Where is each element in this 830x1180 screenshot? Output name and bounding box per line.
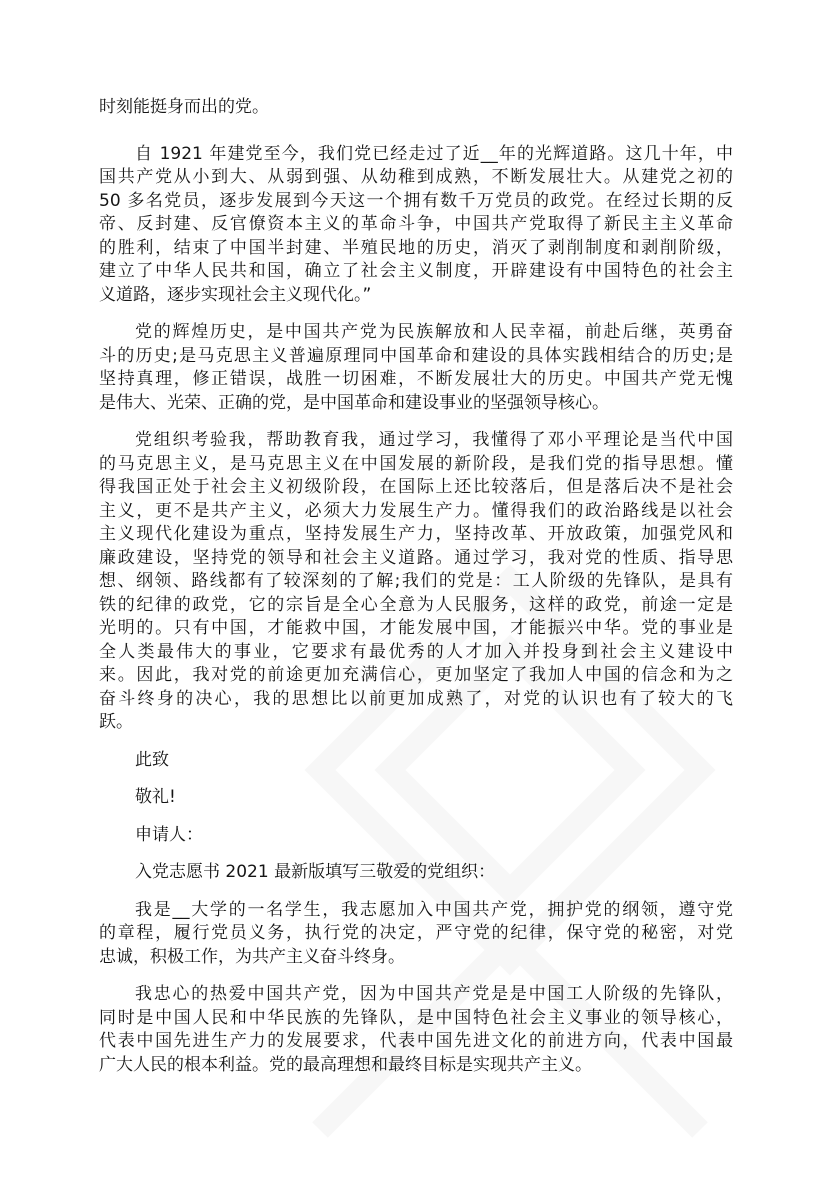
text-line: 奋斗终身的决心，我的思想比以前更加成熟了，对党的认识也有了较大的飞 xyxy=(99,688,733,709)
paragraph xyxy=(99,749,733,773)
text-line: 我是__大学的一名学生，我志愿加入中国共产党，拥护党的纲领，遵守党 xyxy=(135,899,733,920)
paragraph xyxy=(99,983,733,1077)
text-line: 我忠心的热爱中国共产党，因为中国共产党是是中国工人阶级的先锋队， xyxy=(135,984,733,1004)
text-line: 50 多名党员，逐步发展到今天这一个拥有数千万党员的政党。在经过长期的反 xyxy=(99,190,733,211)
text-line: 廉政建设，坚持党的领导和社会主义道路。通过学习，我对党的性质、指导思 xyxy=(99,547,733,568)
text-line: 党组织考验我，帮助教育我，通过学习，我懂得了邓小平理论是当代中国 xyxy=(135,430,733,450)
text-line: 来。因此，我对党的前途更加充满信心，更加坚定了我加人中国的信念和为之 xyxy=(99,665,733,685)
text-line: 时刻能挺身而出的党。 xyxy=(99,97,269,117)
text-line: 建立了中华人民共和国，确立了社会主义制度，开辟建设有中国特色的社会主 xyxy=(99,261,733,281)
paragraph xyxy=(99,429,733,735)
text-line: 申请人： xyxy=(135,824,203,845)
text-line: 得我国正处于社会主义初级阶段，在国际上还比较落后，但是落后决不是社会 xyxy=(99,477,733,497)
text-line: 自 1921 年建党至今，我们党已经走过了近__年的光辉道路。这几十年，中 xyxy=(135,143,733,164)
text-line: 的章程，履行党员义务，执行党的决定，严守党的纪律，保守党的秘密，对党 xyxy=(99,923,733,943)
text-line: 全人类最伟大的事业，它要求有最优秀的人才加入并投身到社会主义建设中 xyxy=(99,641,733,662)
paragraph xyxy=(99,143,733,308)
text-line: 此致 xyxy=(135,749,169,770)
text-line: 斗的历史;是马克思主义普遍原理同中国革命和建设的具体实践相结合的历史;是 xyxy=(99,345,733,366)
paragraph xyxy=(99,96,733,120)
paragraph xyxy=(99,786,733,810)
text-line: 主义现代化建设为重点，坚持发展生产力，坚持改革、开放政策，加强党风和 xyxy=(99,524,733,544)
text-line: 同时是中国人民和中华民族的先锋队，是中国特色社会主义事业的领导核心， xyxy=(99,1007,733,1028)
paragraph xyxy=(99,861,733,885)
text-line: 帝、反封建、反官僚资本主义的革命斗争，中国共产党取得了新民主主义革命 xyxy=(99,214,733,234)
text-line: 铁的纪律的政党，它的宗旨是全心全意为人民服务，这样的政党，前途一定是 xyxy=(99,594,733,615)
paragraph xyxy=(99,899,733,970)
paragraph xyxy=(99,321,733,415)
text-line: 入党志愿书 2021 最新版填写三敬爱的党组织： xyxy=(135,862,496,882)
text-line: 的胜利，结束了中国半封建、半殖民地的历史，消灭了剥削制度和剥削阶级， xyxy=(99,237,733,258)
text-line: 光明的。只有中国，才能救中国，才能发展中国，才能振兴中华。党的事业是 xyxy=(99,618,733,638)
text-line: 广大人民的根本利益。党的最高理想和最终目标是实现共产主义。 xyxy=(99,1054,592,1075)
document-body xyxy=(99,96,733,1091)
paragraph xyxy=(99,824,733,848)
text-line: 代表中国先进生产力的发展要求，代表中国先进文化的前进方向，代表中国最 xyxy=(99,1031,733,1051)
text-line: 主义，更不是共产主义，必须大力发展生产力。懂得我们的政治路线是以社会 xyxy=(99,500,733,521)
text-line: 想、纲领、路线都有了较深刻的了解;我们的党是：工人阶级的先锋队，是具有 xyxy=(99,571,733,591)
text-line: 的马克思主义，是马克思主义在中国发展的新阶段，是我们党的指导思想。懂 xyxy=(99,453,733,474)
text-line: 敬礼! xyxy=(135,787,176,807)
text-line: 是伟大、光荣、正确的党，是中国革命和建设事业的坚强领导核心。 xyxy=(99,392,609,413)
text-line: 党的辉煌历史，是中国共产党为民族解放和人民幸福，前赴后继，英勇奋 xyxy=(135,322,733,342)
text-line: 跃。 xyxy=(99,712,133,732)
text-line: 义道路，逐步实现社会主义现代化。” xyxy=(99,284,372,305)
text-line: 忠诚，积极工作，为共产主义奋斗终身。 xyxy=(99,946,405,967)
text-line: 坚持真理，修正错误，战胜一切困难，不断发展壮大的历史。中国共产党无愧 xyxy=(99,369,733,389)
text-line: 国共产党从小到大、从弱到强、从幼稚到成熟，不断发展壮大。从建党之初的 xyxy=(99,167,733,187)
